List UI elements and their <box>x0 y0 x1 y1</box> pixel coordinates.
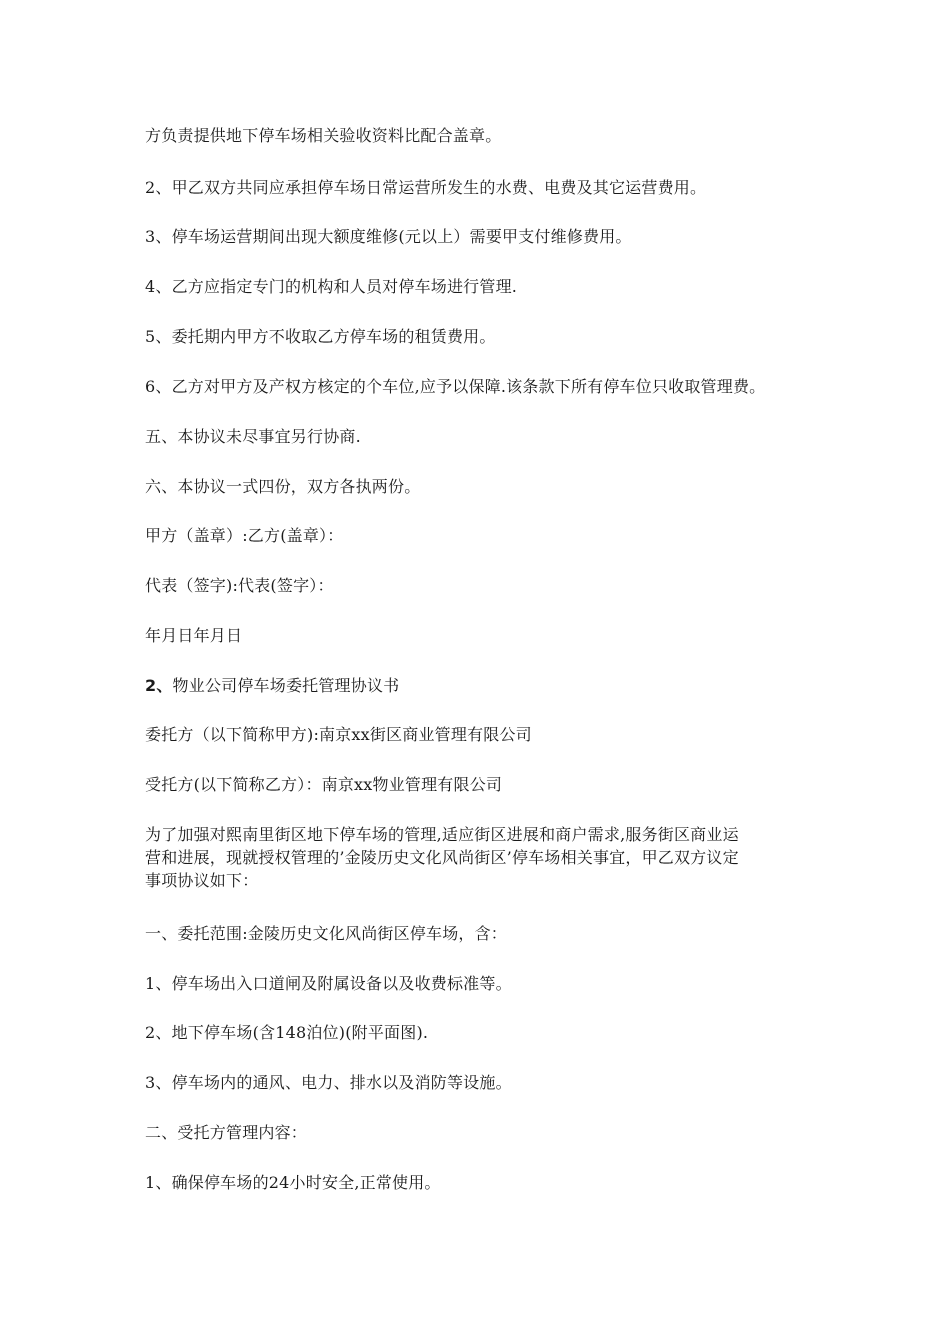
intro-line: 事项协议如下： <box>145 871 259 890</box>
section-title-text: 物业公司停车场委托管理协议书 <box>172 676 400 695</box>
text-line: 六、本协议一式四份，双方各执两份。 <box>145 477 421 496</box>
text-line: 5、委托期内甲方不收取乙方停车场的租赁费用。 <box>145 327 496 346</box>
text-line: 1、确保停车场的24小时安全,正常使用。 <box>145 1173 441 1192</box>
date-line: 年月日年月日 <box>145 626 243 645</box>
section-title <box>145 675 399 697</box>
intro-line: 营和进展，现就授权管理的’金陵历史文化风尚街区’停车场相关事宜，甲乙双方议定 <box>145 848 739 867</box>
text-line: 1、停车场出入口道闸及附属设备以及收费标准等。 <box>145 974 512 993</box>
text-line: 二、受托方管理内容： <box>145 1123 308 1142</box>
intro-paragraph <box>145 823 810 892</box>
text-line: 3、停车场运营期间出现大额度维修(元以上）需要甲支付维修费用。 <box>145 227 632 246</box>
section-number: 2、 <box>145 676 173 695</box>
text-line: 6、乙方对甲方及产权方核定的个车位,应予以保障.该条款下所有停车位只收取管理费。 <box>145 377 766 396</box>
text-line: 4、乙方应指定专门的机构和人员对停车场进行管理. <box>145 277 518 296</box>
text-line: 五、本协议未尽事宜另行协商. <box>145 427 361 446</box>
text-line: 3、停车场内的通风、电力、排水以及消防等设施。 <box>145 1073 512 1092</box>
party-b-line: 受托方(以下简称乙方）：南京xx物业管理有限公司 <box>145 775 503 794</box>
signature-line-sign: 代表（签字):代表(签字）： <box>145 576 334 595</box>
intro-line: 为了加强对熙南里街区地下停车场的管理,适应街区进展和商户需求,服务街区商业运 <box>145 825 739 844</box>
party-a-line: 委托方（以下简称甲方):南京xx街区商业管理有限公司 <box>145 725 532 744</box>
text-line: 2、甲乙双方共同应承担停车场日常运营所发生的水费、电费及其它运营费用。 <box>145 178 707 197</box>
text-line: 2、地下停车场(含148泊位)(附平面图). <box>145 1023 429 1042</box>
text-line: 一、委托范围:金陵历史文化风尚街区停车场，含： <box>145 924 507 943</box>
signature-line-seal: 甲方（盖章）:乙方(盖章）： <box>145 526 344 545</box>
text-line: 方负责提供地下停车场相关验收资料比配合盖章。 <box>145 126 502 145</box>
